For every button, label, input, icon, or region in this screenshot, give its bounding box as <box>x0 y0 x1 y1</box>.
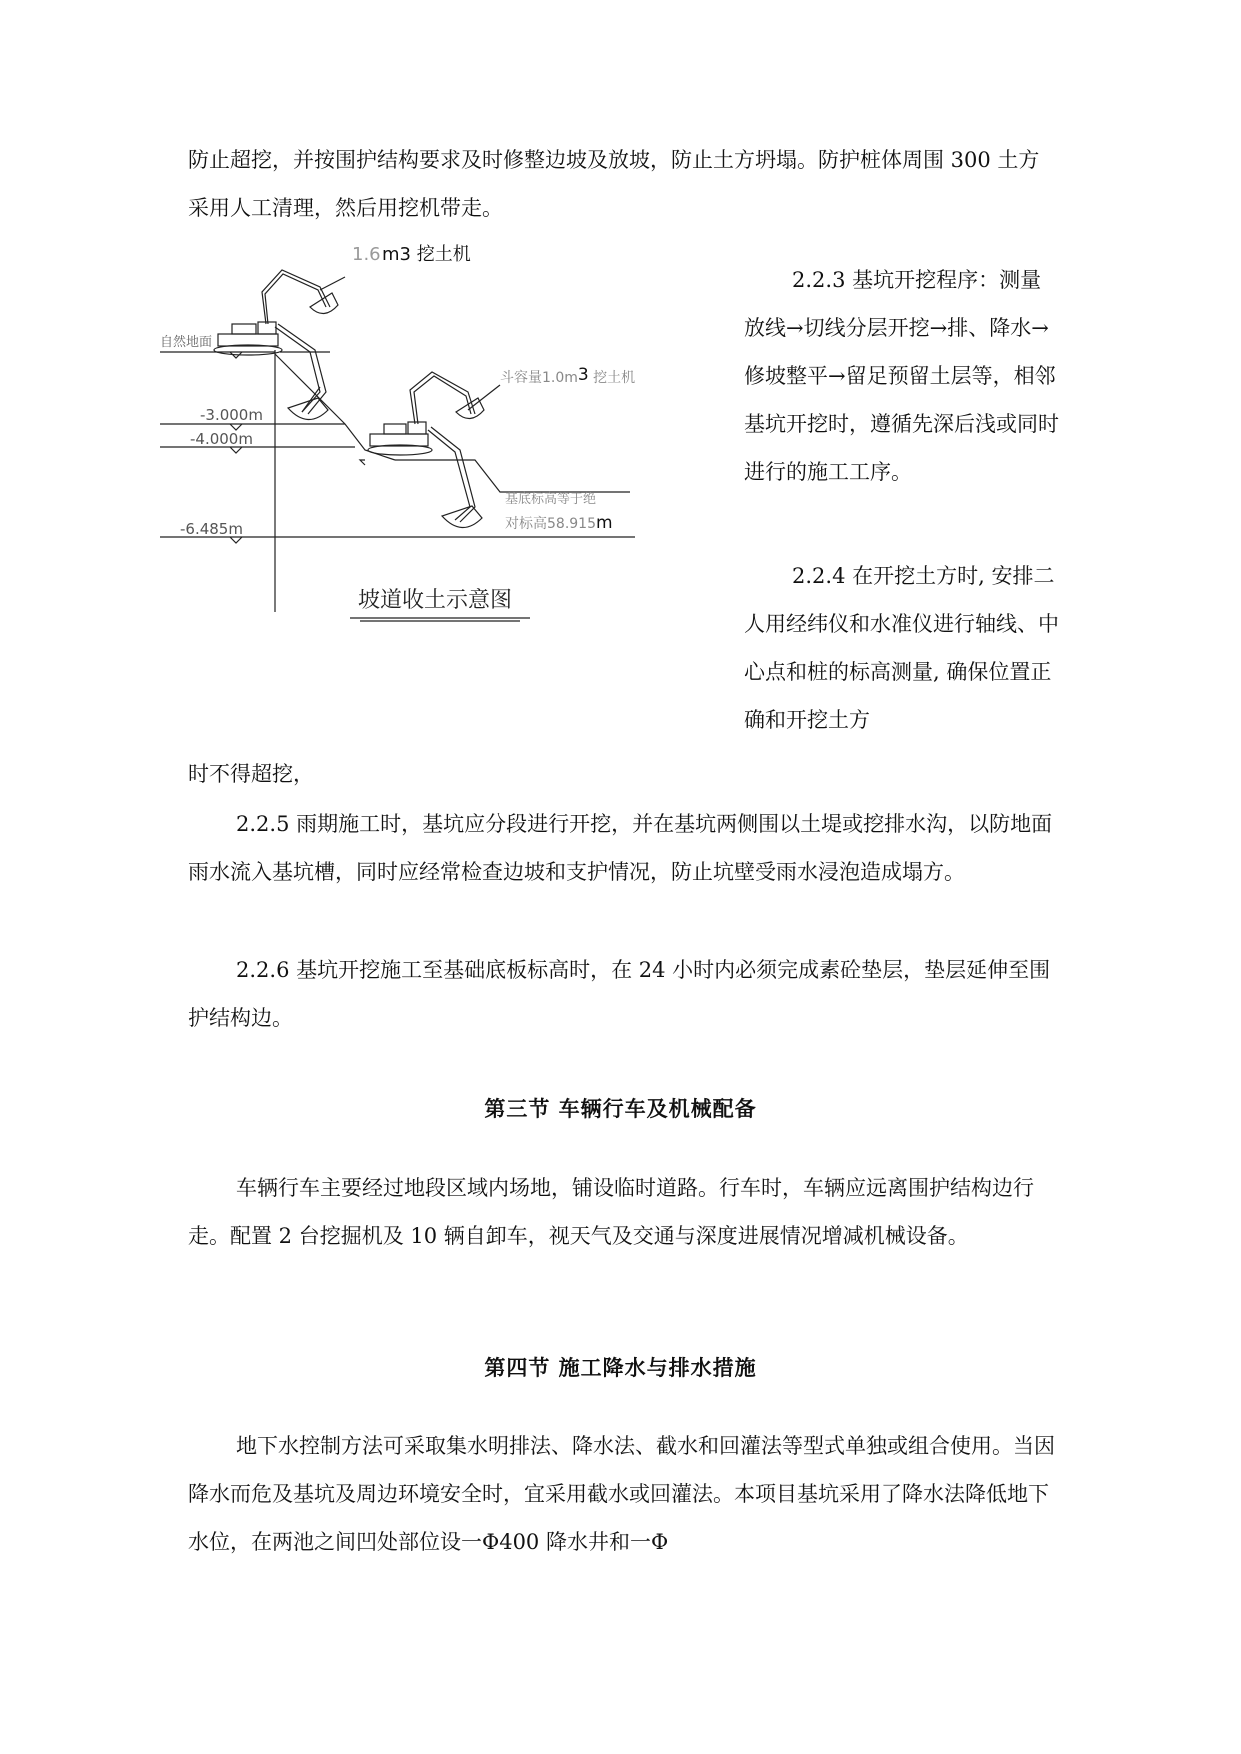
paragraph-2-2-4: 2.2.4 在开挖土方时, 安排二人用经纬仪和水准仪进行轴线、中心点和桩的标高测量, 确保位置正确和开挖土方 <box>744 564 1059 732</box>
excavator1-capacity-label: 1.6 <box>352 244 381 265</box>
excavator2-label: 斗容量1.0m3 挖土机 <box>500 365 636 386</box>
paragraph-2-2-4-tail: 时不得超挖， <box>188 762 314 786</box>
level-label-2: -4.000m <box>190 430 253 448</box>
paragraph-2-2-5: 2.2.5 雨期施工时，基坑应分段进行开挖，并在基坑两侧围以土堤或挖排水沟，以防地面雨水流入基坑槽，同时应经常检查边坡和支护情况，防止坑壁受雨水浸泡造成塌方。 <box>188 812 1053 884</box>
slope-lower <box>395 460 630 492</box>
figure-caption: 坡道收土示意图 <box>358 588 513 613</box>
diagram-svg <box>160 244 730 712</box>
section-3-heading: 第三节 车辆行车及机械配备 <box>484 1097 757 1121</box>
paragraph-2-2-3: 2.2.3 基坑开挖程序：测量放线→切线分层开挖→排、降水→修坡整平→留足预留土层等，相邻基坑开挖时，遵循先深后浅或同时进行的施工工序。 <box>744 268 1059 484</box>
slope-excavation-diagram <box>160 244 730 712</box>
paragraph-2-2-6: 2.2.6 基坑开挖施工至基础底板标高时，在 24 小时内必须完成素砼垫层，垫层延伸至围护结构边。 <box>188 958 1051 1030</box>
excavator-lower <box>368 372 484 528</box>
level-label-1: -3.000m <box>200 406 263 424</box>
base-elevation-note-line2: 对标高58.915m <box>505 513 613 533</box>
natural-ground-label: 自然地面 <box>160 335 213 350</box>
excavator-upper <box>214 270 338 420</box>
section-4-heading: 第四节 施工降水与排水措施 <box>484 1356 757 1380</box>
paragraph-section-3: 车辆行车主要经过地段区域内场地，铺设临时道路。行车时，车辆应远离围护结构边行走。配置 2 台挖掘机及 10 辆自卸车，视天气及交通与深度进展情况增减机械设备。 <box>188 1176 1034 1248</box>
slope-upper <box>275 354 395 460</box>
paragraph-section-4: 地下水控制方法可采取集水明排法、降水法、截水和回灌法等型式单独或组合使用。当因降水而危及基坑及周边环境安全时，宜采用截水或回灌法。本项目基坑采用了降水法降低地下水位，在两池之间凹处部位设一Φ400 降水井和一Φ <box>188 1434 1055 1554</box>
excavator1-unit-label: m3 挖土机 <box>382 244 471 265</box>
base-elevation-note-line1: 基底标高等于绝 <box>505 492 597 507</box>
level-label-3: -6.485m <box>180 520 243 538</box>
paragraph-intro: 防止超挖，并按围护结构要求及时修整边坡及放坡，防止土方坍塌。防护桩体周围 300 土方采用人工清理，然后用挖机带走。 <box>188 148 1040 220</box>
